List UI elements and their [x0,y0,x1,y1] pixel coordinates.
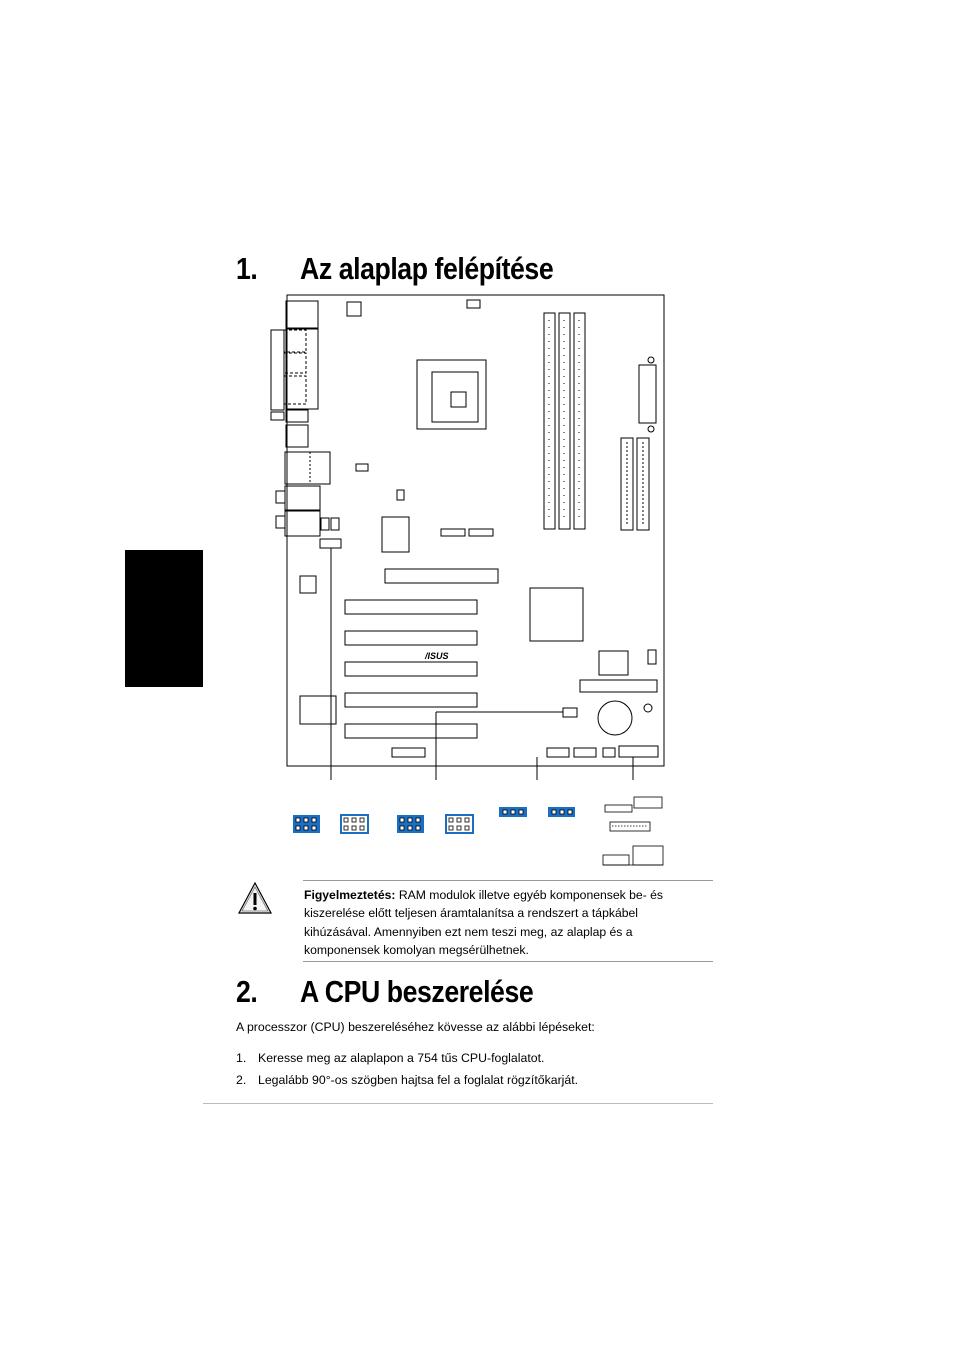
step-text: Legalább 90°-os szögben hajtsa fel a foglalat rögzítőkarját. [258,1073,579,1087]
motherboard-layout-diagram [265,290,675,880]
step-number: 1. [236,1051,247,1065]
intro-paragraph: A processzor (CPU) beszereléséhez kövesse az alábbi lépéseket: [236,1020,595,1034]
asus-logo: /ISUS [425,651,449,661]
footer-rule [203,1103,713,1104]
section-1-title: Az alaplap felépítése [300,251,554,286]
section-2-number: 2. [236,974,258,1009]
pin-header-icon [603,797,663,865]
language-side-tab [125,550,203,687]
warning-text [304,886,699,959]
warning-body: RAM modulok illetve egyéb komponensek be- és kiszerelése előtt teljesen áramtalanítsa a rendszert a tápkábel kihúzásával. Amennyiben ezt nem teszi meg, az alaplap és a komponensek komolyan megsérülhetnek. [304,888,664,957]
section-1-number: 1. [236,251,258,286]
warning-label: Figyelmeztetés: [304,888,396,902]
section-2-title: A CPU beszerelése [300,974,534,1009]
jumper-block-icon [293,807,575,833]
step-text: Keresse meg az alaplapon a 754 tűs CPU-foglalatot. [258,1051,545,1065]
step-number: 2. [236,1073,247,1087]
warning-icon [236,880,274,916]
